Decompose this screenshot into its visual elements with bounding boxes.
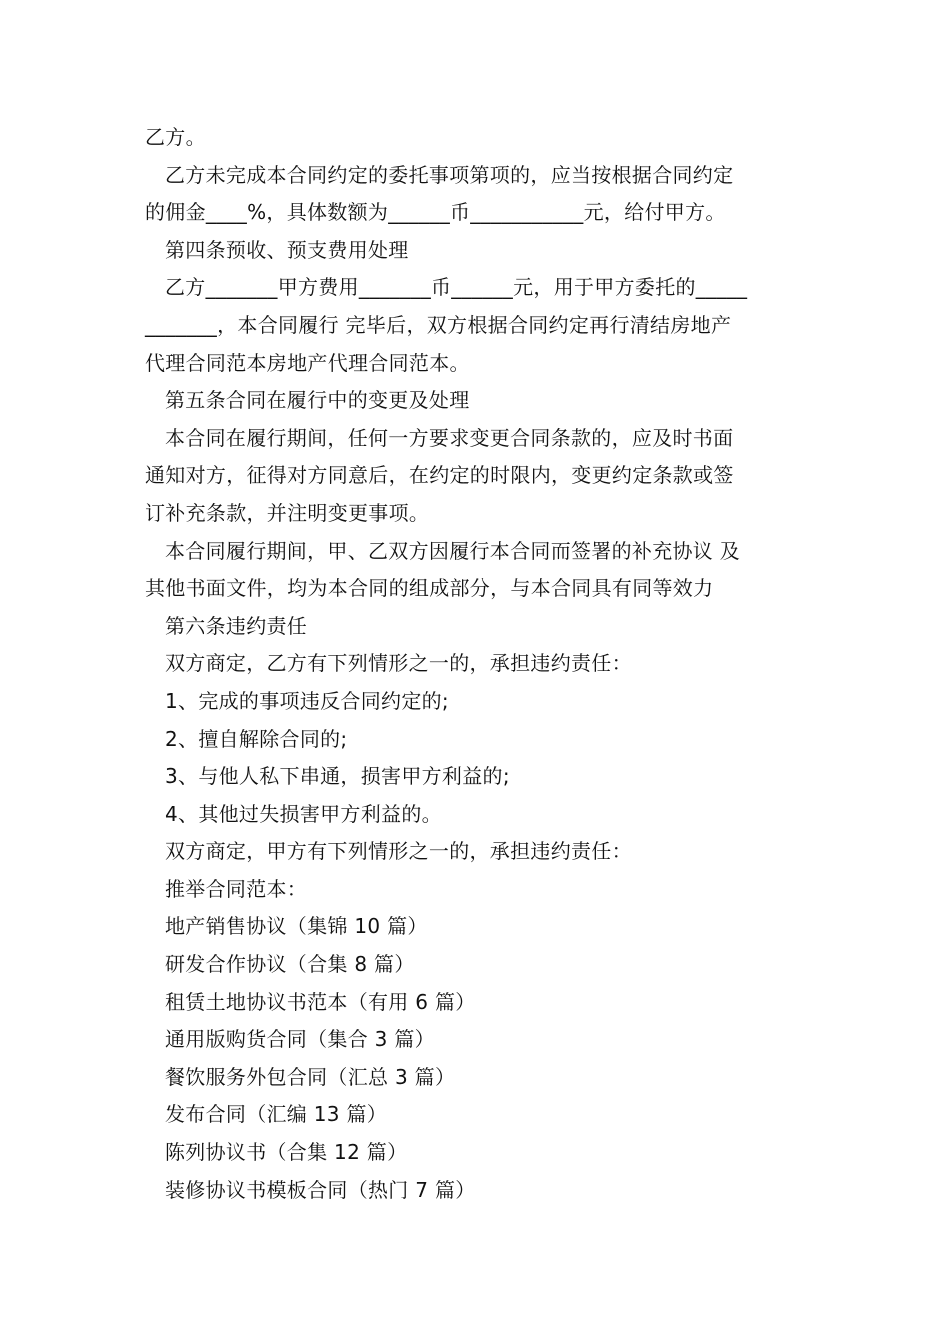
recommended-contract-item: 发布合同（汇编 13 篇）: [165, 1102, 388, 1127]
list-item: 4、其他过失损害甲方利益的。: [165, 801, 442, 826]
recommended-contract-item: 研发合作协议（合集 8 篇）: [165, 952, 415, 977]
text-line: 本合同履行期间，甲、乙双方因履行本合同而签署的补充协议 及: [165, 538, 741, 563]
text-line: 双方商定，甲方有下列情形之一的，承担违约责任：: [165, 839, 632, 864]
document-body: [145, 119, 810, 1209]
text-line: 乙方。: [145, 125, 206, 149]
list-item: 3、与他人私下串通，损害甲方利益的;: [165, 764, 510, 789]
text-line: 乙方_______甲方费用_______币______元，用于甲方委托的_____: [165, 275, 748, 300]
list-item: 1、完成的事项违反合同约定的;: [165, 688, 449, 713]
recommended-contract-item: 通用版购货合同（集合 3 篇）: [165, 1027, 435, 1052]
text-line: 订补充条款，并注明变更事项。: [145, 500, 430, 525]
recommended-contract-item: 装修协议书模板合同（热门 7 篇）: [165, 1177, 476, 1202]
text-line: 双方商定，乙方有下列情形之一的，承担违约责任：: [165, 651, 632, 676]
section-heading: 第五条合同在履行中的变更及处理: [165, 388, 470, 413]
text-line: 乙方未完成本合同约定的委托事项第项的，应当按根据合同约定: [165, 162, 734, 187]
section-heading: 第四条预收、预支费用处理: [165, 237, 409, 262]
text-line: 其他书面文件，均为本合同的组成部分，与本合同具有同等效力: [145, 576, 714, 601]
recommend-heading: 推举合同范本：: [165, 876, 308, 901]
recommended-contract-item: 租赁土地协议书范本（有用 6 篇）: [165, 989, 476, 1014]
text-line: 本合同在履行期间，任何一方要求变更合同条款的，应及时书面: [165, 425, 734, 450]
text-line: 的佣金____%，具体数额为______币___________元，给付甲方。: [145, 200, 726, 225]
recommended-contract-item: 餐饮服务外包合同（汇总 3 篇）: [165, 1064, 456, 1089]
list-item: 2、擅自解除合同的;: [165, 726, 348, 751]
text-line: _______，本合同履行 完毕后，双方根据合同约定再行清结房地产: [145, 312, 732, 337]
text-line: 通知对方，征得对方同意后，在约定的时限内，变更约定条款或签: [145, 463, 734, 488]
text-line: 代理合同范本房地产代理合同范本。: [145, 350, 470, 375]
section-heading: 第六条违约责任: [165, 613, 308, 638]
recommended-contract-item: 地产销售协议（集锦 10 篇）: [165, 914, 428, 939]
recommended-contract-item: 陈列协议书（合集 12 篇）: [165, 1140, 408, 1165]
